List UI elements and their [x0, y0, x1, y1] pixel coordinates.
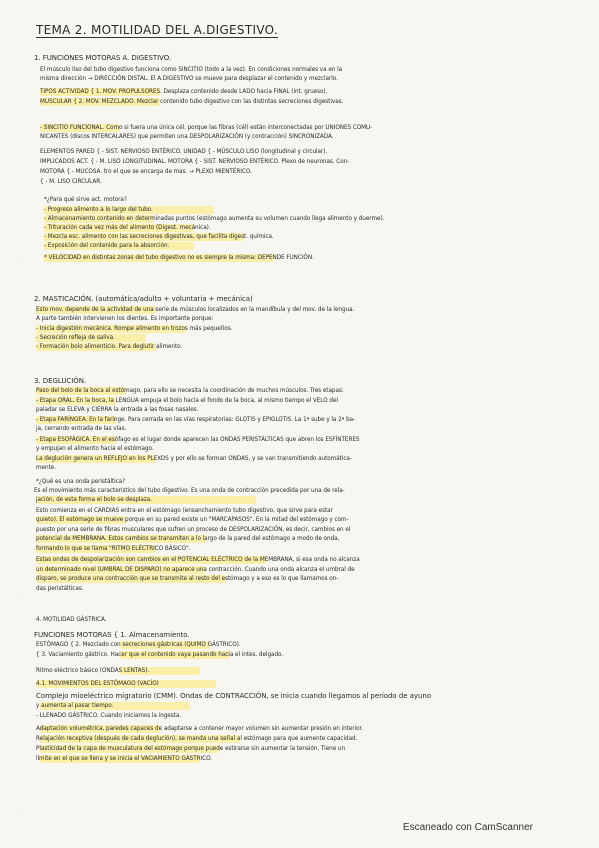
margin-mark: · [16, 260, 18, 267]
note-line: jación, de esta forma el bolo se desplaza. [36, 497, 152, 503]
note-line: TIPOS ACTIVIDAD { 1. MOV. PROPULSORES. Desplaza contenido desde LADO hacia FINAL (int. grueso). [40, 89, 328, 95]
note-line: - Progreso alimento a lo largo del tubo. [44, 207, 153, 213]
note-line: - Almacenamiento contenido en determinadas puntos (estómago aumenta su volumen cuando llega alimento y duerme). [44, 216, 385, 222]
margin-mark: · [16, 812, 18, 819]
note-line: ELEMENTOS PARED { - SIST. NERVIOSO ENTÉRICO. UNIDAD { - MÚSCULO LISO (longitudinal y circular). [40, 149, 328, 155]
note-line: - Mezcla esc. alimento con las secreciones digestivas, que facilita digest. química. [44, 234, 274, 240]
note-line: *¿Para qué sirve act. motora? [44, 197, 127, 203]
note-line: - Secreción refleja de saliva. [36, 335, 115, 341]
section-heading: Complejo mioeléctrico migratorio (CMM). Ondas de CONTRACCIÓN, se inicia cuando llegamos al período de ayuno [36, 692, 432, 700]
note-line: formando lo que se llama "RITMO ELÉCTRICO BÁSICO". [36, 546, 191, 552]
note-line: das peristálticas. [36, 586, 84, 592]
note-line: - SINCITIO FUNCIONAL. Como si fuera una única cél. porque las fibras (cél) están interconectadas por UNIONES COMU- [40, 125, 373, 131]
note-line: y aumenta al pasar tiempo. [36, 703, 114, 709]
scanner-watermark: Escaneado con CamScanner [402, 822, 533, 833]
note-line: ESTÓMAGO { 2. Mezclado con secreciones gástricas (QUIMO GÁSTRICO). [36, 642, 241, 648]
note-line: - LLENADO GÁSTRICO. Cuando iniciamos la ingesta. [36, 713, 182, 719]
note-line: Es el movimiento más característico del tubo digestivo. Es una onda de contracción precedida por una de rela- [34, 488, 345, 494]
note-line: * VELOCIDAD en distintas zonas del tubo digestivo no es siempre la misma: DEPENDE FUNCIÓN. [44, 255, 314, 261]
note-line: Adaptación volumétrica, paredes capaces de adaptarse a contener mayor volumen sin aumentar presión en interior. [36, 726, 364, 732]
note-line: un determinado nivel (UMBRAL DE DISPARO) no aparece una contracción. Cuando una onda alcanza el umbral de [36, 567, 355, 573]
section-heading: 2. MASTICACIÓN. (automática/adulto + voluntaria + mecánica) [34, 295, 253, 303]
section-heading: FUNCIONES MOTORAS { 1. Almacenamiento. [34, 631, 190, 639]
note-line: límite en el que se llena y se inicia el VACIAMIENTO GÁSTRICO. [36, 756, 213, 762]
note-line: { - M. LISO CIRCULAR. [40, 179, 102, 185]
note-line: - Trituración cada vez más del alimento (Digest. mecánica). [44, 225, 211, 231]
note-line: puesto por una serie de fibras musculares que sufren un proceso de DESPOLARIZACIÓN, es decir, cambios en el [36, 527, 351, 533]
note-line: El músculo liso del tubo digestivo funciona como SINCITIO (todo a la vez). En condiciones normales va en la [40, 67, 343, 73]
note-line: 4. MOTILIDAD GÁSTRICA. [36, 617, 107, 623]
note-line: Ritmo eléctrico básico (ONDAS LENTAS). [36, 668, 150, 674]
note-line: misma dirección → DIRECCIÓN DISTAL. El A.DIGESTIVO se mueve para desplazar el contenido y mezclarlo. [40, 76, 338, 82]
note-line: A parte también intervienen los dientes. Es importante porque: [36, 316, 214, 322]
page-title: TEMA 2. MOTILIDAD DEL A.DIGESTIVO. [36, 23, 278, 37]
note-line: potencial de MEMBRANA. Estos cambios se transmiten a lo largo de la pared del estómago a modo de onda, [36, 536, 340, 542]
note-line: MUSCULAR { 2. MOV. MEZCLADO. Mezclar contenido tubo digestivo con las distintas secreciones digestivas. [40, 99, 344, 105]
note-line: 4.1. MOVIMIENTOS DEL ESTÓMAGO (VACÍO) [36, 681, 159, 687]
note-line: La deglución genera un REFLEJO en los PLEXOS y por ello se forman ONDAS, y se van transmitiendo automática- [36, 456, 352, 462]
note-line: - Formación bolo alimenticio. Para deglutir alimento. [36, 344, 183, 350]
note-line: { 3. Vaciamiento gástrico. Hacer que el contenido vaya pasando hacia el intes. delgado. [36, 652, 284, 658]
margin-mark: · [16, 590, 18, 597]
note-line: ja, cerrando entrada de las vías. [36, 426, 127, 432]
note-line: MOTORA { - MUCOSA. tro el que se encarga de mas. → PLEXO MIENTÉRICO. [40, 169, 252, 175]
note-line: - Inicia digestión mecánica. Rompe alimento en trozos más pequeños. [36, 326, 233, 332]
note-line: NICANTES (discos INTERCALARES) que permiten una DESPOLARIZACIÓN (y contracción) SINCRONIZADA. [40, 134, 334, 140]
note-line: Relajación receptiva (después de cada deglución), se manda una señal al estómago para que aumente capacidad. [36, 736, 358, 742]
note-line: - Etapa ORAL. En la boca, la LENGUA empuja el bolo hacia el fondo de la boca, al mismo tiempo el VELO del [36, 398, 338, 404]
note-line: *¿Qué es una onda peristáltica? [36, 479, 126, 485]
note-line: - Exposición del contenido para la absorción. [44, 243, 170, 249]
section-heading: 1. FUNCIONES MOTORAS A. DIGESTIVO. [34, 54, 172, 62]
note-line: paladar se ELEVA y CIERRA la entrada a las fosas nasales. [36, 407, 199, 413]
note-line: - Etapa FARÍNGEA. En la faringe. Para cerrada en las vías respiratorias: GLOTIS y EPIGLOTIS. La 1ª sube y la 2ª ba- [36, 417, 356, 423]
note-line: Esto mov. depende de la actividad de una serie de músculos localizados en la mandíbula y del mov. de la lengua. [36, 307, 355, 313]
note-line: Esto comienza en el CARDIAS entra en el estómago (ensanchamiento tubo digestivo, que sirve para estar [36, 508, 333, 514]
note-line: quieto). El estómago se mueve porque en su pared existe un "MARCAPASOS". En la mitad del estómago y com- [36, 517, 349, 523]
note-line: Plasticidad de la capa de musculatura del estómago porque puede estirarse sin aumentar la tensión. Tiene un [36, 746, 346, 752]
note-line: - Etapa ESOFÁGICA. En el esófago es el lugar donde aparecen las ONDAS PERISTÁLTICAS que abren los ESFÍNTERES [36, 437, 360, 443]
note-line: y empujan el alimento hacia el estómago. [36, 446, 154, 452]
note-line: Paso del bolo de la boca al estómago, para ello se necesita la coordinación de muchos músculos. Tres etapas: [36, 388, 344, 394]
note-line: Estas ondas de despolarización son cambios en el POTENCIAL ELÉCTRICO de la MEMBRANA, si esa onda no alcanza [36, 557, 360, 563]
note-line: IMPLICADOS ACT. { - M. LISO LONGITUDINAL. MOTORA { - SIST. NERVIOSO ENTÉRICO. Plexo de neuronas. Con- [40, 159, 350, 165]
section-heading: 3. DEGLUCIÓN. [34, 377, 87, 385]
note-line: mente. [36, 465, 56, 471]
note-line: disparo, se produce una contracción que se transmite al resto del estómago y a eso es lo que llamamos on- [36, 576, 339, 582]
